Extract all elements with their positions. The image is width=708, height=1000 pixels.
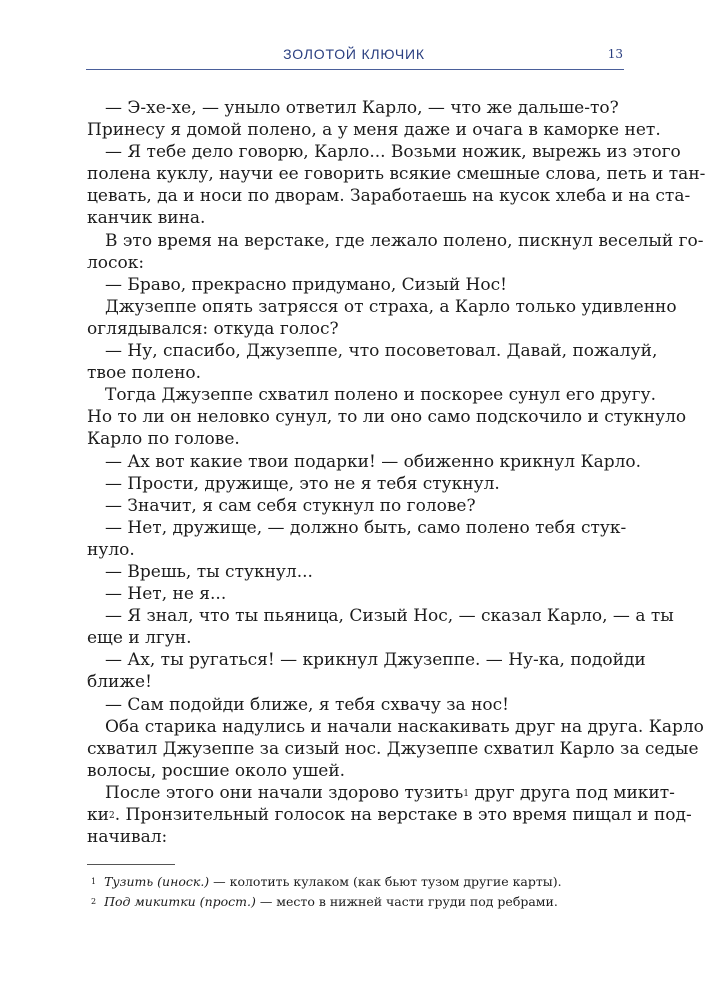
text-line: оглядывался: откуда голос? [87,318,339,339]
text-line: — Я тебе дело говорю, Карло... Возьми ножик, вырежь из этого [105,142,681,163]
text-line: еще и лгун. [87,628,192,649]
text-line: Карло по голове. [87,429,240,450]
footnote-2 [87,892,617,912]
text-line: цевать, да и носи по дворам. Заработаешь на кусок хлеба и на ста- [87,186,691,207]
text-fragment: друг друга под микит- [468,782,675,803]
header-rule [86,69,624,70]
page-number: 13 [607,47,623,61]
footnote-ref-2[interactable]: 2 [108,811,115,821]
text-fragment: ки [87,805,109,825]
running-header-title: ЗОЛОТОЙ КЛЮЧИК [283,46,425,62]
footnote-ref-1[interactable]: 1 [463,788,469,799]
body-text [87,97,706,848]
text-line: — Ах вот какие твои подарки! — обиженно крикнул Карло. [105,451,642,472]
text-line: волосы, росшие около ушей. [87,760,346,781]
text-line: полена куклу, научи ее говорить всякие смешные слова, петь и тан- [87,164,706,185]
text-line: Принесу я домой полено, а у меня даже и очага в каморке нет. [87,120,661,141]
text-line: ближе! [87,672,152,693]
text-line: — Значит, я сам себя стукнул по голове? [105,495,476,516]
text-line [87,804,692,826]
text-line: — Врешь, ты стукнул... [105,561,313,582]
text-line: лосок: [87,252,145,273]
text-line: В это время на верстаке, где лежало полено, пискнул веселый го- [105,230,704,251]
text-line: — Нет, дружище, — должно быть, само полено тебя стук- [105,517,627,538]
footnote-1 [87,872,617,892]
text-line: Но то ли он неловко сунул, то ли оно само подскочило и стукнуло [87,407,687,428]
text-line: — Прости, дружище, это не я тебя стукнул. [105,473,500,494]
footnote-number: 1 [91,877,97,886]
text-line: Оба старика надулись и начали наскакивать друг на друга. Карло [105,716,704,737]
footnote-text: — место в нижней части груди под ребрами. [255,894,558,909]
footnote-term: Тузить (иноск.) [104,874,210,889]
text-line: — Нет, не я... [105,584,227,605]
text-line: — Ах, ты ругаться! — крикнул Джузеппе. — Ну-ка, подойди [105,650,646,671]
text-line: канчик вина. [87,208,206,229]
text-line: — Я знал, что ты пьяница, Сизый Нос, — сказал Карло, — а ты [105,606,674,627]
text-line: схватил Джузеппе за сизый нос. Джузеппе схватил Карло за седые [87,738,699,759]
text-line [87,782,675,804]
text-line: — Ну, спасибо, Джузеппе, что посоветовал. Давай, пожалуй, [105,341,658,362]
footnote-term: Под микитки (прост.) [104,894,256,909]
text-line: Джузеппе опять затрясся от страха, а Карло только удивленно [105,296,677,317]
footnotes [87,872,617,912]
text-line: — Э-хе-хе, — уныло ответил Карло, — что же дальше-то? [105,98,619,118]
text-line: нуло. [87,539,135,560]
text-fragment: . Пронзительный голосок на верстаке в это время пищал и под- [114,805,692,825]
text-line: начивал: [87,827,168,848]
footnote-rule [87,864,175,865]
text-line: твое полено. [87,363,202,384]
text-line: Тогда Джузеппе схватил полено и поскорее сунул его другу. [105,385,656,406]
text-line: — Сам подойди ближе, я тебя схвачу за нос! [105,694,509,715]
text-line: — Браво, прекрасно придумано, Сизый Нос! [105,274,507,295]
footnote-number: 2 [91,897,97,906]
text-fragment: После этого они начали здорово тузить [105,782,464,803]
footnote-text: — колотить кулаком (как бьют тузом другие карты). [209,874,562,889]
